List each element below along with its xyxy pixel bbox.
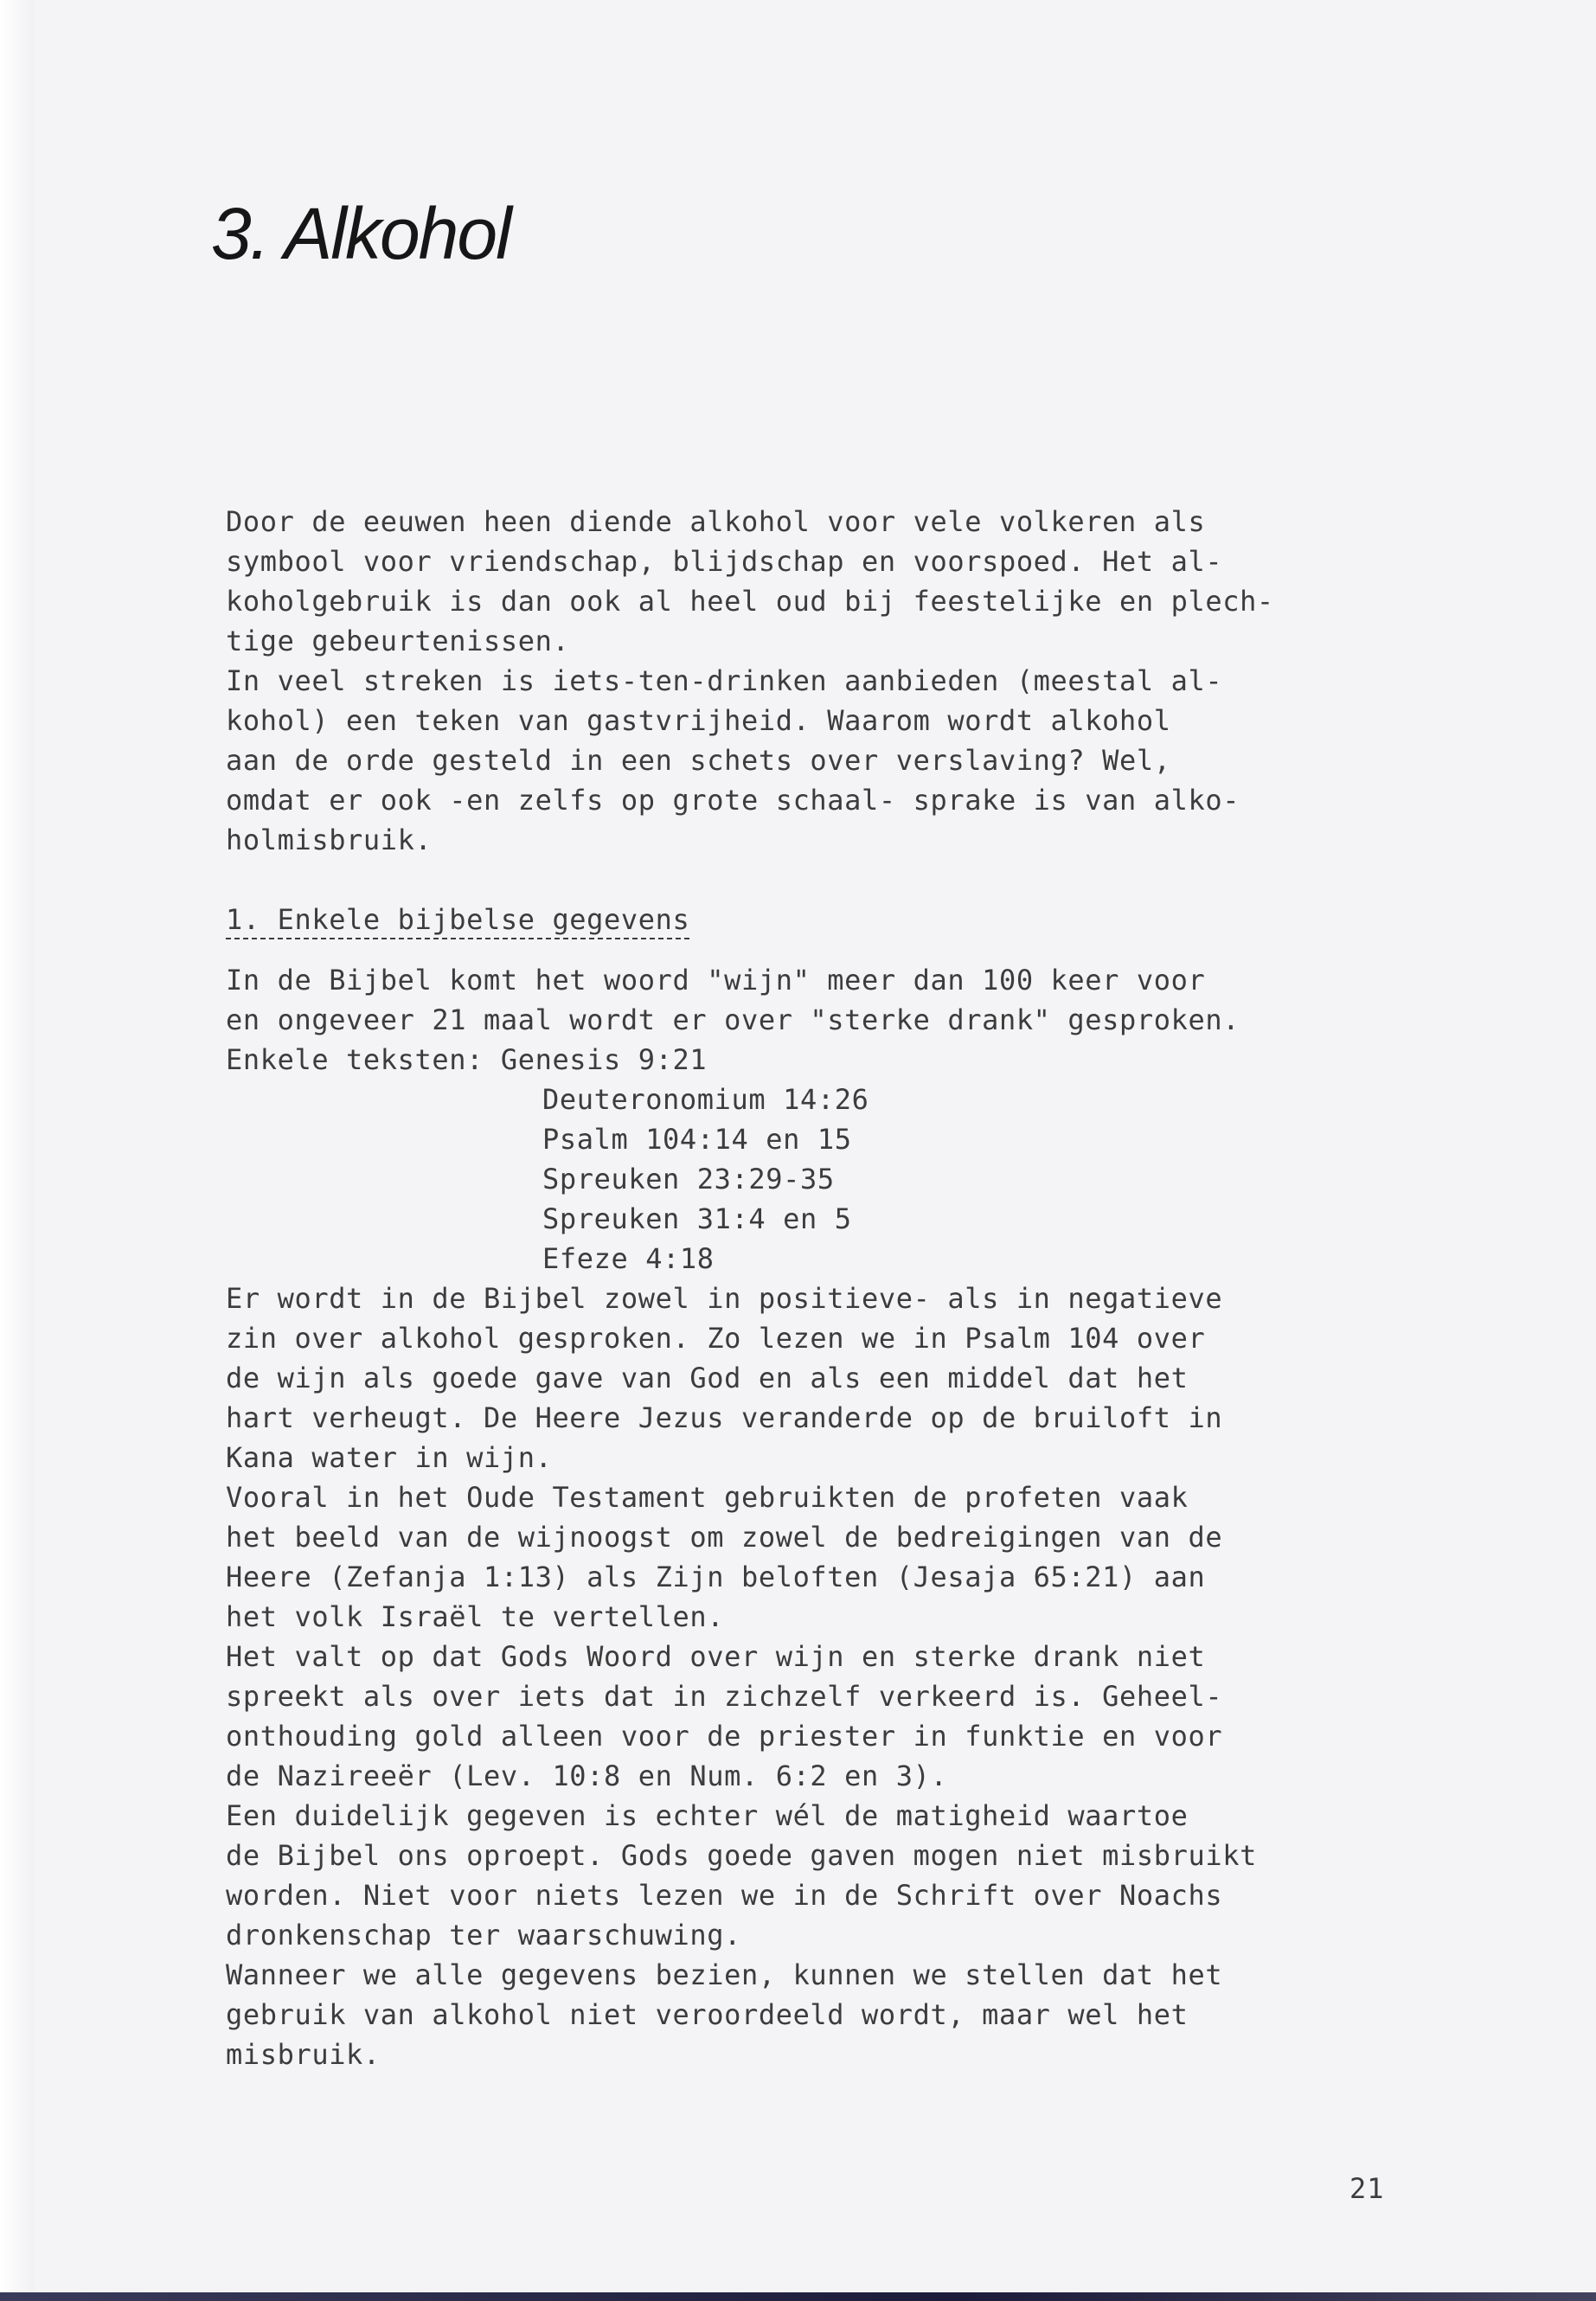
intro-line: tige gebeurtenissen. [226,625,570,657]
chapter-title: 3. Alkohol [211,193,510,274]
intro-line: omdat er ook -en zelfs op grote schaal- sprake is van alko- [226,784,1240,817]
intro-line: Door de eeuwen heen diende alkohol voor vele volkeren als [226,505,1206,538]
section-heading: 1. Enkele bijbelse gegevens [226,903,690,936]
body-line: worden. Niet voor niets lezen we in de Schrift over Noachs [226,1879,1223,1912]
body-line: het beeld van de wijnoogst om zowel de bedreigingen van de [226,1521,1223,1554]
intro-line: koholgebruik is dan ook al heel oud bij feestelijke en plech- [226,585,1274,618]
scripture-reference: Deuteronomium 14:26 [542,1083,869,1116]
body-line: en ongeveer 21 maal wordt er over "sterke drank" gesproken. [226,1003,1240,1036]
page-number: 21 [1349,2172,1385,2205]
body-line: Enkele teksten: Genesis 9:21 [226,1043,708,1076]
body-line: Het valt op dat Gods Woord over wijn en sterke drank niet [226,1640,1206,1673]
body-line: dronkenschap ter waarschuwing. [226,1919,741,1952]
body-line: hart verheugt. De Heere Jezus veranderde op de bruiloft in [226,1401,1223,1434]
body-line: gebruik van alkohol niet veroordeeld wordt, maar wel het [226,1998,1189,2031]
body-line: de wijn als goede gave van God en als een middel dat het [226,1362,1189,1394]
scripture-reference: Spreuken 31:4 en 5 [542,1202,852,1235]
intro-line: aan de orde gesteld in een schets over verslaving? Wel, [226,744,1171,777]
scripture-reference: Spreuken 23:29-35 [542,1163,835,1195]
body-line: onthouding gold alleen voor de priester in funktie en voor [226,1720,1223,1753]
intro-line: holmisbruik. [226,824,433,856]
intro-line: symbool voor vriendschap, blijdschap en voorspoed. Het al- [226,545,1223,578]
body-line: spreekt als over iets dat in zichzelf verkeerd is. Geheel- [226,1680,1223,1713]
body-line: Vooral in het Oude Testament gebruikten de profeten vaak [226,1481,1189,1514]
body-line: Een duidelijk gegeven is echter wél de matigheid waartoe [226,1799,1189,1832]
body-line: het volk Israël te vertellen. [226,1600,725,1633]
body-line: misbruik. [226,2038,381,2071]
scripture-reference: Psalm 104:14 en 15 [542,1123,852,1156]
body-line: Wanneer we alle gegevens bezien, kunnen we stellen dat het [226,1958,1223,1991]
scripture-reference: Efeze 4:18 [542,1242,715,1275]
body-line: de Nazireeër (Lev. 10:8 en Num. 6:2 en 3). [226,1759,948,1792]
intro-line: In veel streken is iets-ten-drinken aanbieden (meestal al- [226,664,1223,697]
body-line: Kana water in wijn. [226,1441,553,1474]
body-line: zin over alkohol gesproken. Zo lezen we in Psalm 104 over [226,1322,1206,1355]
body-line: de Bijbel ons oproept. Gods goede gaven mogen niet misbruikt [226,1839,1257,1872]
intro-line: kohol) een teken van gastvrijheid. Waarom wordt alkohol [226,704,1171,737]
body-line: In de Bijbel komt het woord "wijn" meer dan 100 keer voor [226,964,1206,997]
body-line: Er wordt in de Bijbel zowel in positieve- als in negatieve [226,1282,1223,1315]
body-line: Heere (Zefanja 1:13) als Zijn beloften (Jesaja 65:21) aan [226,1561,1206,1593]
